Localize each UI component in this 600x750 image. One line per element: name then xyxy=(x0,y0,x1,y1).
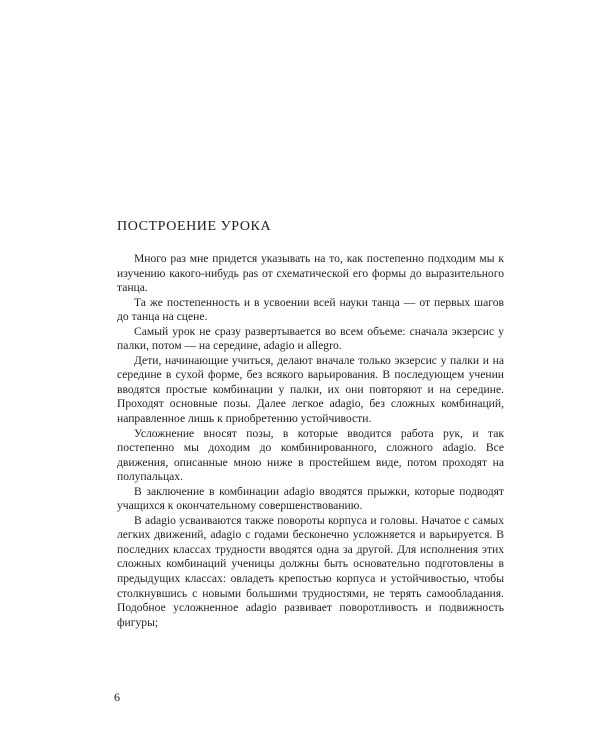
paragraph: Дети, начинающие учиться, делают вначале только экзерсис у палки и на середине в сухой форме, без всякого варьирования. В последующем учении вводятся простые комбинации у палки, их они повторяют и на середине. Проходят основные позы. Далее легкое adagio, без сложных комбинаций, направленное лишь к приобретению устойчивости. xyxy=(117,353,504,426)
body-text xyxy=(117,252,504,630)
paragraph: В заключение в комбинации adagio вводятся прыжки, которые подводят учащихся к окончательному совершенствованию. xyxy=(117,484,504,513)
paragraph: Самый урок не сразу развертывается во всем объеме: сначала экзерсис у палки, потом — на середине, adagio и allegro. xyxy=(117,324,504,353)
section-heading: ПОСТРОЕНИЕ УРОКА xyxy=(117,219,272,234)
paragraph: Та же постепенность и в усвоении всей науки танца — от первых шагов до танца на сцене. xyxy=(117,295,504,324)
paragraph: Много раз мне придется указывать на то, как постепенно подходим мы к изучению какого-нибудь pas от схематической его формы до выразительного танца. xyxy=(117,252,504,295)
paragraph: В adagio усваиваются также повороты корпуса и головы. Начатое с самых легких движений, adagio с годами бесконечно усложняется и варьируется. В последних классах трудности вводятся одна за другой. Для исполнения этих сложных комбинаций ученицы должны быть основательно подготовлены в предыдущих классах: овладеть крепостью корпуса и устойчивостью, чтобы столкнувшись с новыми большими трудностями, не терять самообладания. Подобное усложненное adagio развивает поворотливость и подвижность фигуры; xyxy=(117,513,504,629)
page-number: 6 xyxy=(114,690,120,704)
paragraph: Усложнение вносят позы, в которые вводится работа рук, и так постепенно мы доходим до комбинированного, сложного adagio. Все движения, описанные мною ниже в простейшем виде, потом проходят на полупальцах. xyxy=(117,426,504,484)
